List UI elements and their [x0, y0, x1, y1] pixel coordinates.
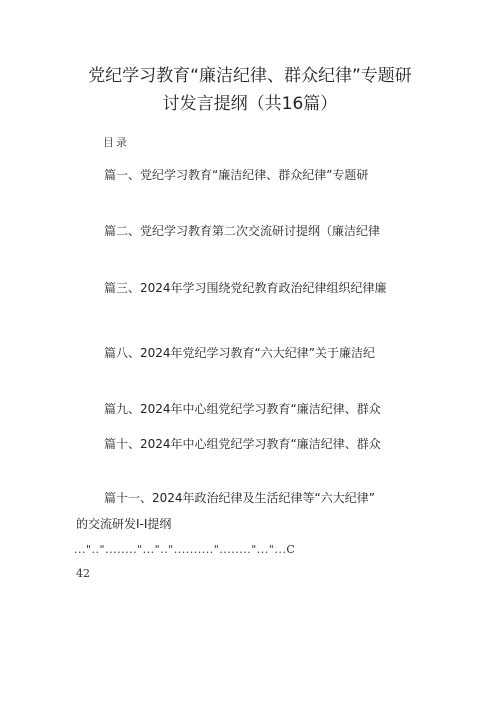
- document-title: [60, 62, 440, 118]
- toc-entry[interactable]: 篇八、2024年党纪学习教育“六大纪律”关于廉洁纪: [104, 346, 375, 360]
- toc-entry-continuation: 的交流研发I-I提纲: [76, 517, 172, 531]
- toc-entry[interactable]: 篇十一、2024年政治纪律及生活纪律等“六大纪律”: [104, 491, 375, 505]
- title-line-2: 讨发言提纲（共16篇）: [162, 94, 338, 114]
- toc-entry[interactable]: 篇九、2024年中心组党纪学习教育“廉洁纪律、群众: [104, 402, 381, 416]
- toc-entry[interactable]: 篇三、2024年学习围绕党纪教育政治纪律组织纪律廉: [104, 281, 387, 295]
- toc-entry[interactable]: 篇十、2024年中心组党纪学习教育“廉洁纪律、群众: [104, 437, 381, 451]
- toc-entry[interactable]: 篇二、党纪学习教育第二次交流研讨提纲（廉洁纪律: [104, 224, 381, 238]
- toc-heading: 目录: [103, 136, 129, 149]
- toc-entry[interactable]: 篇一、党纪学习教育“廉洁纪律、群众纪律”专题研: [104, 168, 369, 182]
- title-line-1: 党纪学习教育“廉洁纪律、群众纪律”专题研: [88, 66, 412, 86]
- toc-page-number: 42: [76, 567, 90, 580]
- toc-leader-dots: ...".."........"..."..".........."........"..."...C: [74, 543, 296, 556]
